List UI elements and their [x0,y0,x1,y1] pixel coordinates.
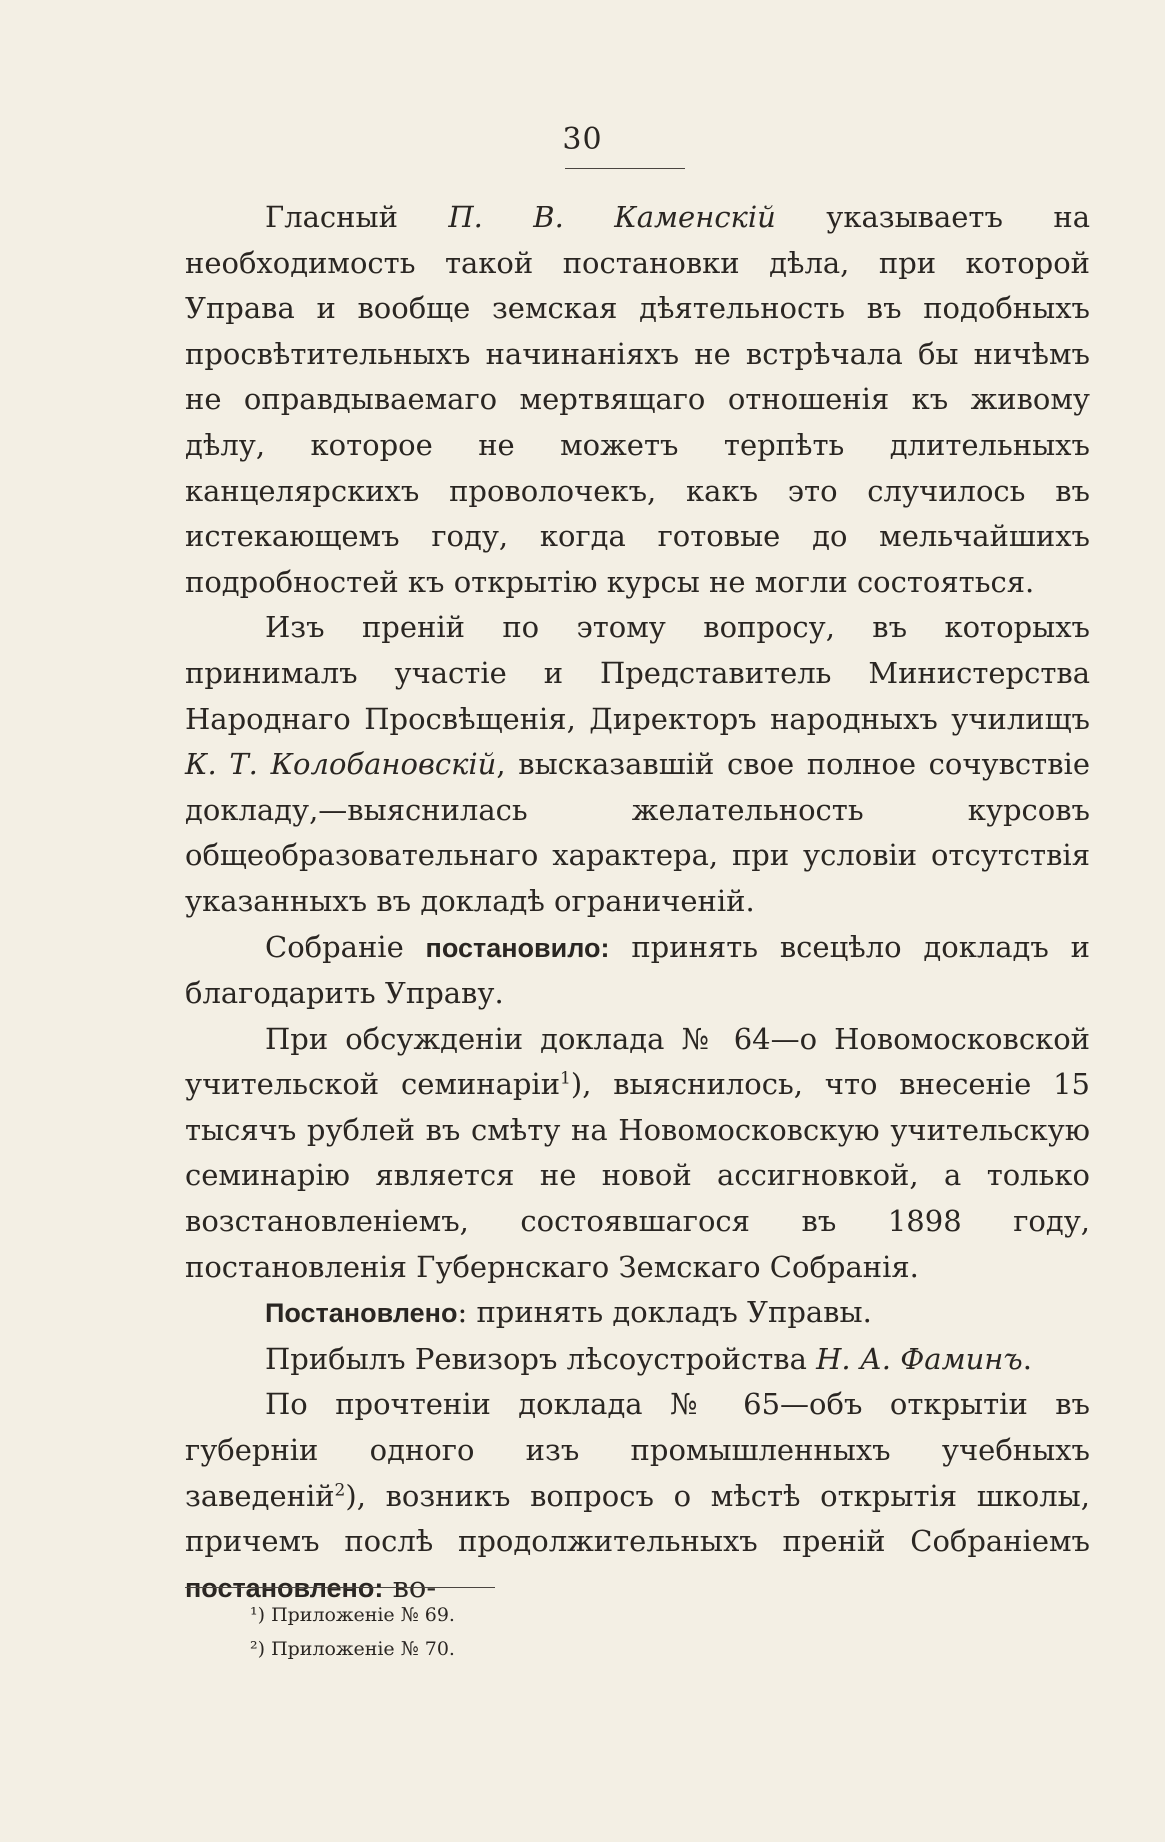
text-run: указываетъ на необходимость такой постановки дѣла, при которой Управа и вообще земская дѣятельность въ подобныхъ просвѣтительныхъ начинаніяхъ не встрѣчала бы ничѣмъ не оправдываемаго мертвящаго отношенія къ живому дѣлу, которое не можетъ терпѣть длительныхъ канцелярскихъ проволочекъ, какъ это случилось въ истекающемъ году, когда готовые до мельчайшихъ подробностей къ открытію курсы не могли состояться. [185,200,1090,599]
footnote-1: ¹) Приложеніе № 69. [250,1604,455,1626]
footnotes [250,1598,950,1666]
page-number: 30 [562,122,603,157]
header-rule [565,168,685,169]
text-run: Гласный [265,200,449,234]
text-run: ), выяснилось, что внесеніе 15 тысячъ рублей въ смѣту на Новомосковскую учительскую семинарію является не новой ассигновкой, а только возстановленіемъ, состоявшагося въ 1898 году, постановленія Губернскаго Земскаго Собранія. [185,1067,1091,1284]
text-run: Постановлено [265,1298,458,1329]
paragraph [185,925,1090,1017]
text-run: Прибылъ Ревизоръ лѣсоустройства [265,1341,817,1376]
paragraph [185,605,1090,924]
paragraph [185,1017,1090,1291]
footnote-ref: 1 [560,1068,571,1089]
text-run: Н. А. Фаминъ [816,1341,1023,1376]
text-run: При обсужденіи доклада № 64—о Новомосковской учительской семинаріи [185,1021,1090,1102]
text-run: Собраніе [265,929,426,964]
footnote-2: ²) Приложеніе № 70. [250,1638,455,1660]
paragraph [185,195,1090,605]
text-run: По прочтеніи доклада № 65—объ открытіи въ губерніи одного изъ промышленныхъ учебныхъ заведеній [185,1387,1090,1513]
text-run: : принять докладъ Управы. [457,1295,872,1330]
paragraph [185,1337,1090,1383]
footnote-rule [185,1587,495,1588]
text-run: , высказавшій свое полное сочувствіе докладу,—выяснилась желательность курсовъ общеобразовательнаго характера, при условіи отсутствія указанныхъ въ докладѣ ограниченій. [185,747,1090,918]
text-run: . [1022,1341,1032,1376]
text-run: принять всецѣло докладъ и благодарить Управу. [185,929,1090,1011]
body-text [185,195,1090,1611]
text-run: во- [383,1569,437,1604]
text-run: П. В. Каменскій [448,200,776,234]
text-run: К. Т. Колобановскій [185,747,497,782]
paragraph [185,1290,1090,1337]
text-run: ), возникъ вопросъ о мѣстѣ открытія школы, причемъ послѣ продолжительныхъ преній Собраніемъ [185,1478,1090,1559]
text-run: постановлено: [185,1572,384,1603]
text-run: постановило: [425,932,610,963]
text-run: Изъ преній по этому вопросу, въ которыхъ принималъ участіе и Представитель Министерства Народнаго Просвѣщенія, Директоръ народныхъ училищъ [185,610,1090,736]
paragraph [185,1382,1090,1611]
footnote-ref: 2 [334,1479,346,1500]
